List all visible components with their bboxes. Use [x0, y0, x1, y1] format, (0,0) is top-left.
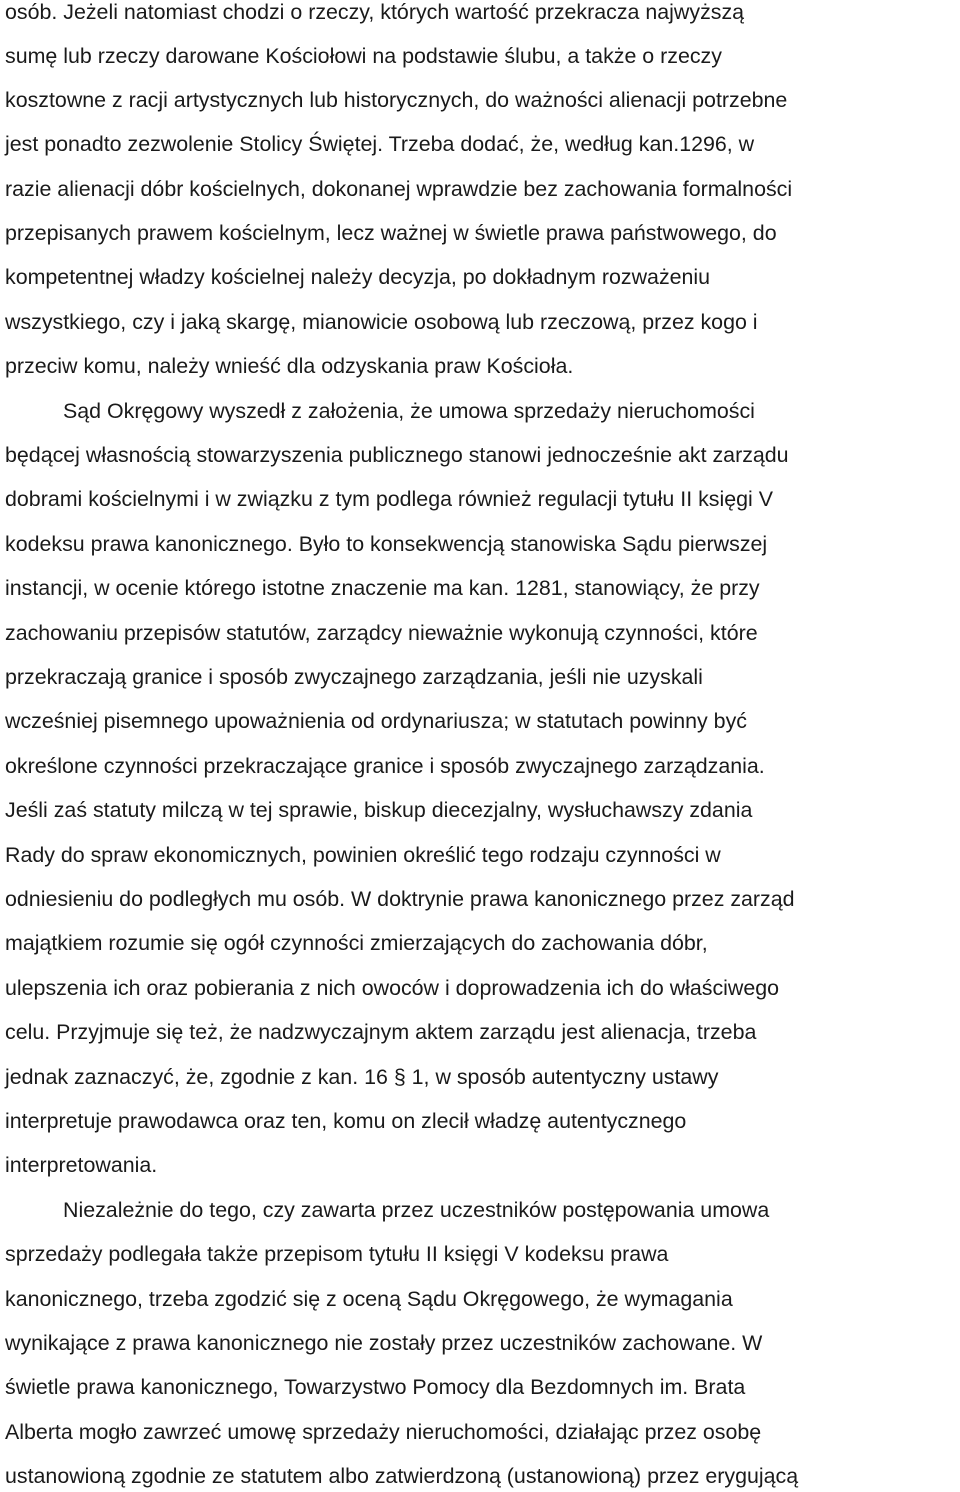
text-line: interpretowania.: [5, 1153, 158, 1177]
text-line: ustanowioną zgodnie ze statutem albo zatwierdzoną (ustanowioną) przez erygującą: [5, 1464, 799, 1488]
text-line: ulepszenia ich oraz pobierania z nich owoców i doprowadzenia ich do właściwego: [5, 976, 780, 1000]
text-line: kanonicznego, trzeba zgodzić się z oceną Sądu Okręgowego, że wymagania: [5, 1287, 733, 1311]
text-line: razie alienacji dóbr kościelnych, dokonanej wprawdzie bez zachowania formalności: [5, 177, 793, 201]
text-line: wcześniej pisemnego upoważnienia od ordynariusza; w statutach powinny być: [5, 709, 747, 733]
text-line: Jeśli zaś statuty milczą w tej sprawie, biskup diecezjalny, wysłuchawszy zdania: [5, 798, 753, 822]
text-line: osób. Jeżeli natomiast chodzi o rzeczy, których wartość przekracza najwyższą: [5, 0, 745, 24]
text-line: zachowaniu przepisów statutów, zarządcy nieważnie wykonują czynności, które: [5, 621, 758, 645]
text-line: Alberta mogło zawrzeć umowę sprzedaży nieruchomości, działając przez osobę: [5, 1420, 762, 1444]
text-line: interpretuje prawodawca oraz ten, komu on zlecił władzę autentycznego: [5, 1109, 687, 1133]
text-line: kompetentnej władzy kościelnej należy decyzja, po dokładnym rozważeniu: [5, 265, 711, 289]
text-line: Sąd Okręgowy wyszedł z założenia, że umowa sprzedaży nieruchomości: [63, 399, 755, 423]
text-line: kosztowne z racji artystycznych lub historycznych, do ważności alienacji potrzebne: [5, 88, 788, 112]
text-line: sumę lub rzeczy darowane Kościołowi na podstawie ślubu, a także o rzeczy: [5, 44, 722, 68]
text-line: wynikające z prawa kanonicznego nie zostały przez uczestników zachowane. W: [5, 1331, 763, 1355]
text-line: przepisanych prawem kościelnym, lecz ważnej w świetle prawa państwowego, do: [5, 221, 777, 245]
text-line: jednak zaznaczyć, że, zgodnie z kan. 16 § 1, w sposób autentyczny ustawy: [5, 1065, 719, 1089]
text-line: będącej własnością stowarzyszenia publicznego stanowi jednocześnie akt zarządu: [5, 443, 789, 467]
text-line: kodeksu prawa kanonicznego. Było to konsekwencją stanowiska Sądu pierwszej: [5, 532, 768, 556]
text-line: określone czynności przekraczające granice i sposób zwyczajnego zarządzania.: [5, 754, 765, 778]
text-line: majątkiem rozumie się ogół czynności zmierzających do zachowania dóbr,: [5, 931, 708, 955]
text-line: Niezależnie do tego, czy zawarta przez uczestników postępowania umowa: [63, 1198, 770, 1222]
text-line: przekraczają granice i sposób zwyczajnego zarządzania, jeśli nie uzyskali: [5, 665, 703, 689]
text-line: celu. Przyjmuje się też, że nadzwyczajnym aktem zarządu jest alienacja, trzeba: [5, 1020, 757, 1044]
text-line: świetle prawa kanonicznego, Towarzystwo Pomocy dla Bezdomnych im. Brata: [5, 1375, 746, 1399]
text-line: dobrami kościelnymi i w związku z tym podlega również regulacji tytułu II księgi V: [5, 487, 773, 511]
text-line: jest ponadto zezwolenie Stolicy Świętej. Trzeba dodać, że, według kan.1296, w: [5, 132, 755, 156]
text-line: odniesieniu do podległych mu osób. W doktrynie prawa kanonicznego przez zarząd: [5, 887, 795, 911]
text-line: instancji, w ocenie którego istotne znaczenie ma kan. 1281, stanowiący, że przy: [5, 576, 760, 600]
text-line: sprzedaży podlegała także przepisom tytułu II księgi V kodeksu prawa: [5, 1242, 669, 1266]
text-line: wszystkiego, czy i jaką skargę, mianowicie osobową lub rzeczową, przez kogo i: [5, 310, 758, 334]
text-line: przeciw komu, należy wnieść dla odzyskania praw Kościoła.: [5, 354, 574, 378]
text-line: Rady do spraw ekonomicznych, powinien określić tego rodzaju czynności w: [5, 843, 721, 867]
